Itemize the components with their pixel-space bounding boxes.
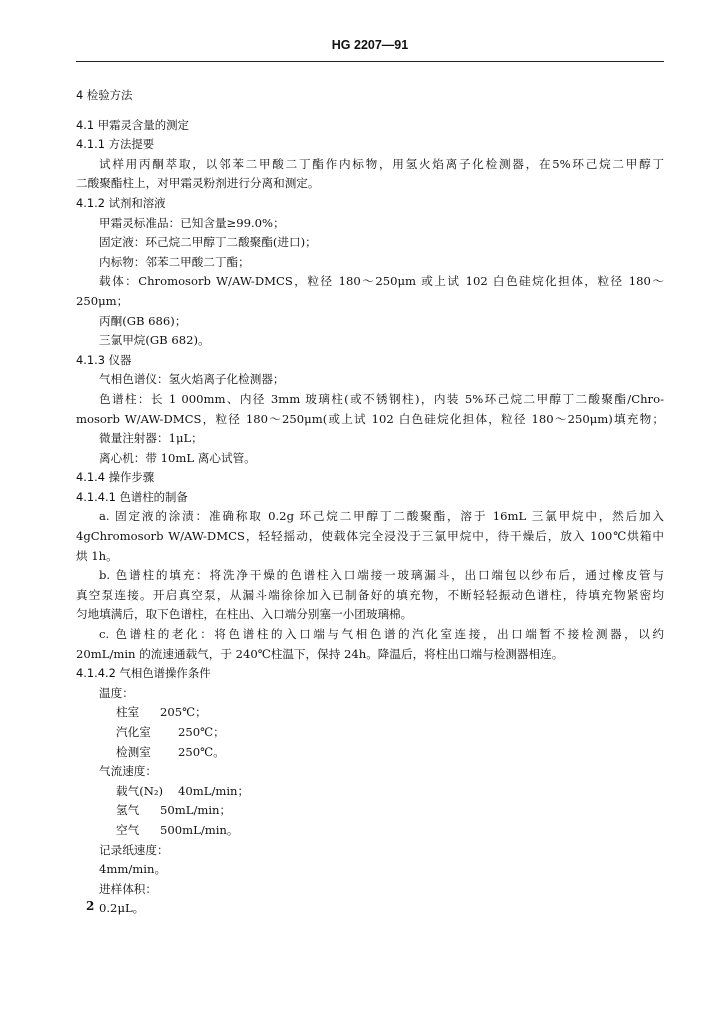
paragraph-line: 二酸聚酯柱上，对甲霜灵粉剂进行分离和测定。 <box>76 176 320 191</box>
subsection-title-4-1-3: 4.1.3 仪器 <box>76 352 132 367</box>
condition-row <box>76 703 664 723</box>
condition-name: 氢气 <box>116 803 140 818</box>
paragraph-line: c. 色谱柱的老化：将色谱柱的入口端与气相色谱的汽化室连接，出口端暂不接检测器，以约 <box>99 627 664 642</box>
condition-label: 气流速度： <box>99 764 157 779</box>
section-title: 4 检验方法 <box>76 88 133 102</box>
condition-row <box>76 743 664 763</box>
paragraph-line: 烘 1h。 <box>76 548 118 563</box>
condition-value: 40mL/min； <box>178 783 250 798</box>
condition-row <box>76 821 664 841</box>
condition-label: 进样体积： <box>99 881 157 896</box>
subsection-title-4-1-2: 4.1.2 试剂和溶液 <box>76 195 166 210</box>
paragraph-line: 20mL/min 的流速通载气，于 240℃柱温下，保持 24h。降温后，将柱出口端与检测器相连。 <box>76 646 564 661</box>
subsection-title-4-1-4-2: 4.1.4.2 气相色谱操作条件 <box>76 666 211 681</box>
condition-value: 205℃； <box>160 705 207 720</box>
list-item: 内标物：邻苯二甲酸二丁酯； <box>99 254 250 269</box>
paragraph-line: 匀地填满后，取下色谱柱，在柱出、入口端分别塞一小团玻璃棉。 <box>76 607 413 622</box>
paragraph-line: 250μm； <box>76 293 129 308</box>
list-item: 三氯甲烷(GB 682)。 <box>99 333 210 348</box>
condition-value: 500mL/min。 <box>160 822 239 837</box>
condition-row <box>76 782 664 802</box>
condition-label: 记录纸速度： <box>99 842 169 857</box>
paragraph-line: mosorb W/AW-DMCS，粒径 180～250μm(或上试 102 白色硅烷化担体，粒径 180～250μm)填充物； <box>76 411 664 426</box>
condition-value: 4mm/min。 <box>99 862 167 877</box>
condition-value: 250℃； <box>178 725 225 739</box>
condition-name: 载气(N₂) <box>116 783 164 798</box>
paragraph-line: 4gChromosorb W/AW-DMCS，轻轻摇动，使载体完全浸没于三氯甲烷中，待干燥后，放入 100℃烘箱中 <box>76 529 664 544</box>
list-item: 微量注射器：1μL； <box>99 431 203 446</box>
condition-row <box>76 723 664 743</box>
subsection-title-4-1-4: 4.1.4 操作步骤 <box>76 470 155 485</box>
condition-value: 250℃。 <box>178 744 225 759</box>
paragraph-line: b. 色谱柱的填充：将洗净干燥的色谱柱入口端接一玻璃漏斗，出口端包以纱布后，通过橡皮管与 <box>99 568 664 583</box>
paragraph-line: 载体：Chromosorb W/AW-DMCS，粒径 180～250μm 或上试 102 白色硅烷化担体，粒径 180～ <box>99 274 664 289</box>
list-item: 离心机：带 10mL 离心试管。 <box>99 450 256 465</box>
paragraph-line: 试样用丙酮萃取，以邻苯二甲酸二丁酯作内标物，用氢火焰离子化检测器，在5%环己烷二甲醇丁 <box>99 156 664 171</box>
condition-name: 空气 <box>116 822 140 837</box>
list-item: 气相色谱仪：氢火焰离子化检测器； <box>99 372 285 387</box>
subsection-title-4-1-4-1: 4.1.4.1 色谱柱的制备 <box>76 489 188 504</box>
subsection-title-4-1: 4.1 甲霜灵含量的测定 <box>76 117 189 132</box>
list-item: 丙酮(GB 686)； <box>99 313 187 328</box>
condition-value: 0.2μL。 <box>99 901 145 916</box>
condition-value: 50mL/min； <box>160 803 232 818</box>
page-header-code: HG 2207—91 <box>331 38 409 52</box>
page-number: 2 <box>86 899 95 913</box>
condition-row <box>76 801 664 821</box>
subsection-title-4-1-1: 4.1.1 方法提要 <box>76 137 155 152</box>
list-item: 固定液：环己烷二甲醇丁二酸聚酯(进口)； <box>99 235 317 250</box>
header-rule <box>76 61 664 62</box>
list-item: 甲霜灵标准品：已知含量≥99.0%； <box>99 215 285 230</box>
condition-name: 柱室 <box>116 705 140 720</box>
condition-label: 温度： <box>99 685 134 700</box>
document-body <box>76 86 664 919</box>
condition-name: 汽化室 <box>116 725 151 739</box>
paragraph-line: 真空泵连接。开启真空泵，从漏斗端徐徐加入已制备好的填充物，不断轻轻振动色谱柱，待填充物紧密均 <box>76 587 664 602</box>
paragraph-line: a. 固定液的涂渍：准确称取 0.2g 环己烷二甲醇丁二酸聚酯，溶于 16mL 三氯甲烷中，然后加入 <box>99 509 664 524</box>
paragraph-line: 色谱柱：长 1 000mm、内径 3mm 玻璃柱(或不锈钢柱)，内装 5%环己烷二甲醇丁二酸聚酯/Chro- <box>99 391 664 406</box>
condition-name: 检测室 <box>116 744 151 759</box>
